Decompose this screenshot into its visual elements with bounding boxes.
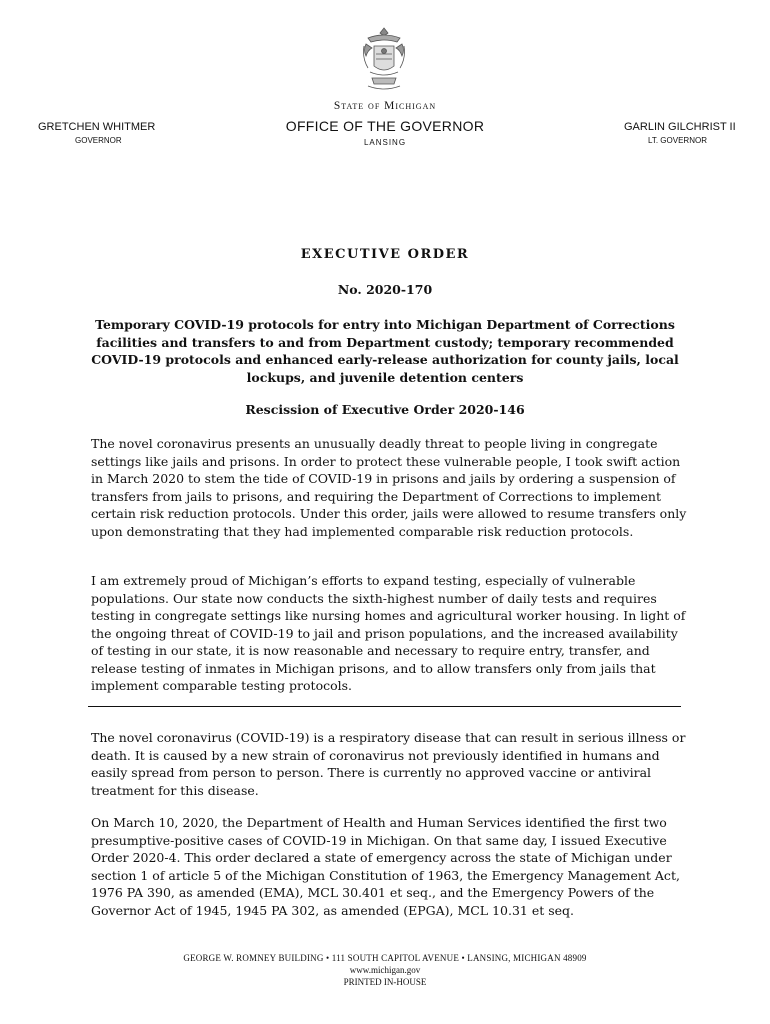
michigan-state-seal-icon — [358, 24, 410, 94]
lt-governor-title: LT. GOVERNOR — [648, 136, 707, 145]
body-paragraph-2: I am extremely proud of Michigan’s efforts to expand testing, especially of vulnerable populations. Our state now conducts the sixth-highest number of daily tests and requires testing in congregate settings like nursing homes and agricultural worker housing. In light of the ongoing threat of COVID-19 to jail and prison populations, and the increased availability of testing in our state, it is now reasonable and necessary to require entry, transfer, and release testing of inmates in Michigan prisons, and to allow transfers only from jails that implement comparable testing protocols. — [91, 573, 686, 693]
section-divider — [88, 706, 681, 707]
body-paragraph-1: The novel coronavirus presents an unusually deadly threat to people living in congregate settings like jails and prisons. In order to protect these vulnerable people, I took swift action in March 2020 to stem the tide of COVID-19 in prisons and jails by ordering a suspension of transfers from jails to prisons, and requiring the Department of Corrections to implement certain risk reduction protocols. Under this order, jails were allowed to resume transfers only upon demonstrating that they had implemented comparable risk reduction protocols. — [91, 436, 687, 539]
order-number: No. 2020-170 — [337, 282, 433, 297]
city-name: LANSING — [363, 138, 407, 147]
footer-website: www.michigan.gov — [349, 965, 421, 975]
governor-name: GRETCHEN WHITMER — [38, 121, 156, 133]
state-name: State of Michigan — [333, 100, 437, 112]
office-title: OFFICE OF THE GOVERNOR — [285, 118, 485, 134]
rescission-line: Rescission of Executive Order 2020-146 — [245, 402, 525, 417]
order-title: Temporary COVID-19 protocols for entry into Michigan Department of Corrections facilities and transfers to and from Department custody; temporary recommended COVID-19 protocols and enhanced early-release authorization for county jails, local lockups, and juvenile detention centers — [91, 317, 679, 385]
footer-printed: PRINTED IN-HOUSE — [343, 977, 427, 987]
body-paragraph-3: The novel coronavirus (COVID-19) is a respiratory disease that can result in serious illness or death. It is caused by a new strain of coronavirus not previously identified in humans and easily spread from person to person. There is currently no approved vaccine or antiviral treatment for this disease. — [91, 730, 686, 798]
body-paragraph-4: On March 10, 2020, the Department of Health and Human Services identified the first two presumptive-positive cases of COVID-19 in Michigan. On that same day, I issued Executive Order 2020-4. This order declared a state of emergency across the state of Michigan under section 1 of article 5 of the Michigan Constitution of 1963, the Emergency Management Act, 1976 PA 390, as amended (EMA), MCL 30.401 et seq., and the Emergency Powers of the Governor Act of 1945, 1945 PA 302, as amended (EPGA), MCL 10.31 et seq. — [91, 815, 680, 918]
footer-address: GEORGE W. ROMNEY BUILDING • 111 SOUTH CAPITOL AVENUE • LANSING, MICHIGAN 48909 — [183, 953, 587, 963]
document-heading: EXECUTIVE ORDER — [300, 247, 470, 262]
governor-title: GOVERNOR — [75, 136, 122, 145]
lt-governor-name: GARLIN GILCHRIST II — [624, 121, 736, 133]
